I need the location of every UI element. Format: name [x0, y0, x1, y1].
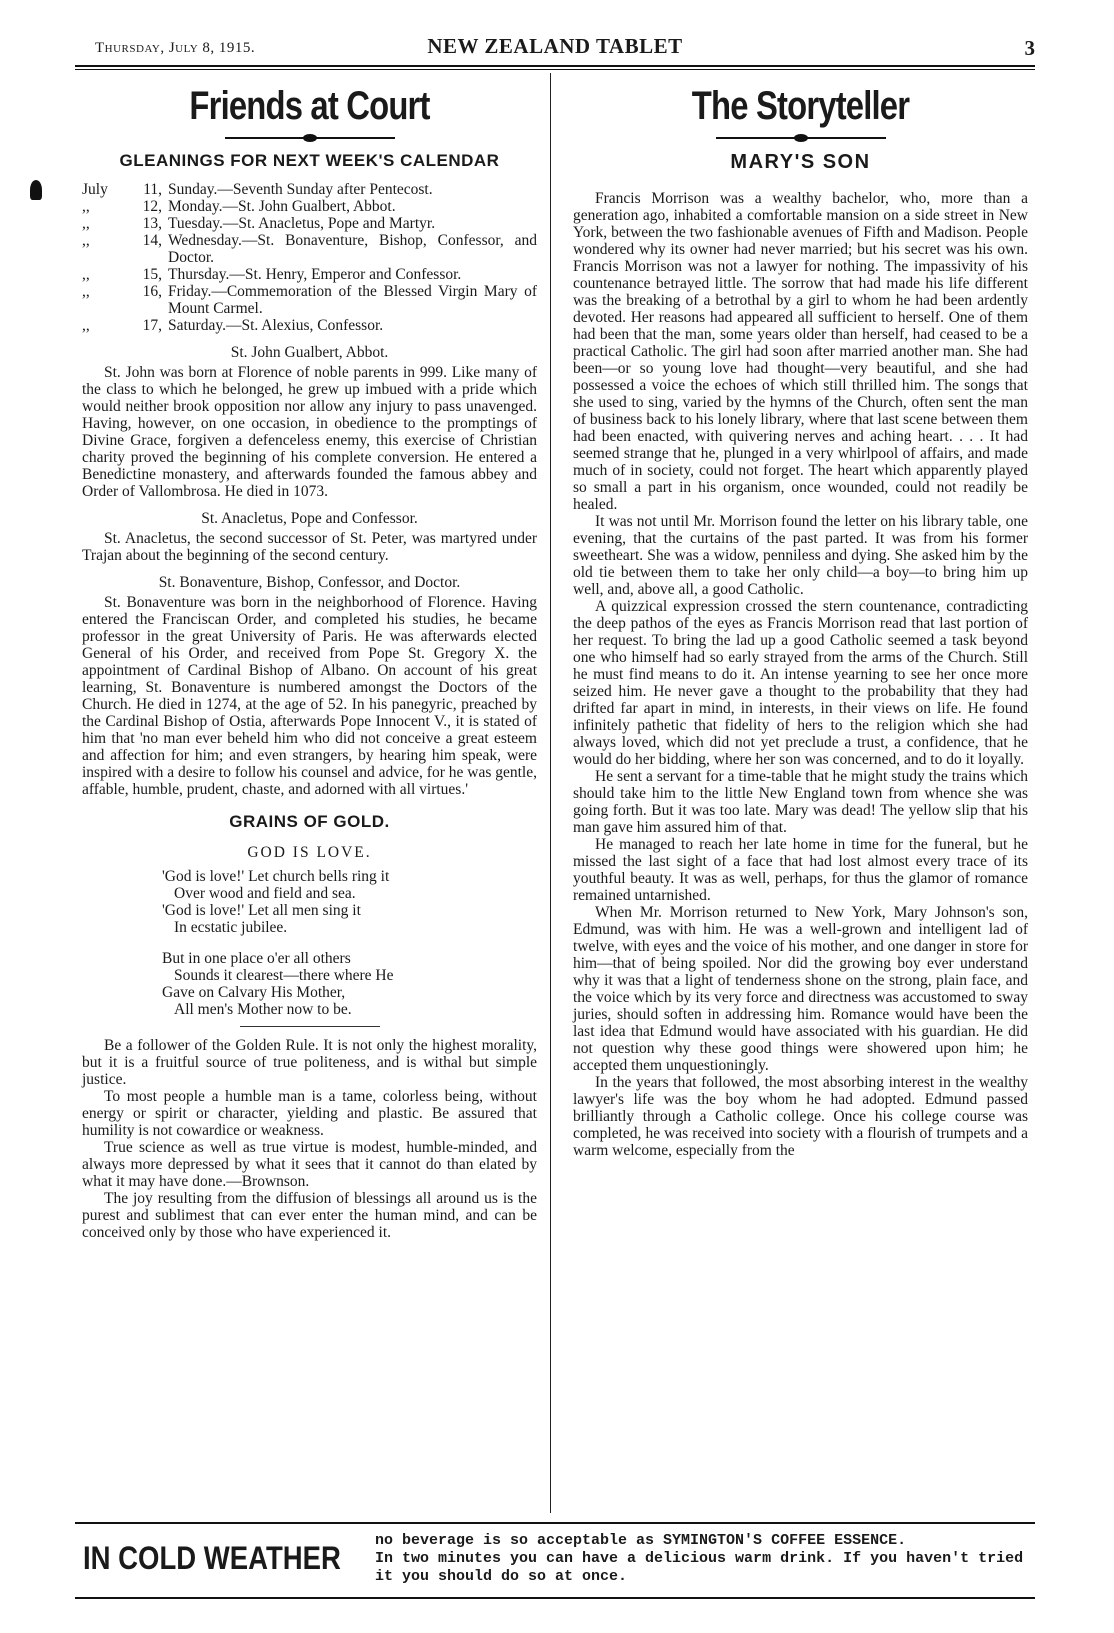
- divider-rule: [240, 1026, 380, 1027]
- poem-line: All men's Mother now to be.: [174, 1001, 352, 1018]
- saint-heading-john-gualbert: St. John Gualbert, Abbot.: [230, 344, 389, 361]
- ornament-rule: [716, 135, 886, 141]
- poem-line: Gave on Calvary His Mother,: [162, 984, 346, 1001]
- paper-title: NEW ZEALAND TABLET: [427, 34, 683, 58]
- ad-headline: IN COLD WEATHER: [83, 1540, 341, 1576]
- story-paragraph: He managed to reach her late home in time for the funeral, but he missed the last sight of a face that had lost almost every trace of its youthful beauty. It was as well, perhaps, for thus the glamor of romance remained untarnished.: [573, 836, 1028, 904]
- right-column: [573, 75, 1028, 1159]
- calendar-row: ,, 15, Thursday.—St. Henry, Emperor and Confessor.: [82, 266, 462, 283]
- grains-paragraph: To most people a humble man is a tame, colorless being, without energy or spirit or character, yielding and plastic. Be assured that humility is not cowardice or weakness.: [82, 1088, 537, 1139]
- poem-line: 'God is love!' Let all men sing it: [162, 902, 361, 919]
- grains-of-gold-heading: GRAINS OF GOLD.: [229, 812, 390, 831]
- advertisement: [75, 1528, 1035, 1598]
- saint-paragraph: St. John was born at Florence of noble parents in 999. Like many of the class to which he belonged, he grew up imbued with a pride which would neither brook opposition nor allow any injury to pass unavenged. Having, however, on one occasion, in obedience to the promptings of Divine Grace, forgiven a defenceless enemy, this exercise of Christian charity proved the beginning of his complete conversion. He entered a Benedictine monastery, and afterwards founded the famous abbey and Order of Vallombrosa. He died in 1073.: [82, 364, 537, 500]
- issue-date: Thursday, July 8, 1915.: [95, 40, 256, 56]
- story-paragraph: He sent a servant for a time-table that he might study the trains which should take him to the little New England town from whence she was going forth. But it was too late. Mary was dead! The yellow slip that his man gave him assured him of that.: [573, 768, 1028, 836]
- ad-line: it you should do so at once.: [375, 1568, 628, 1585]
- bottom-rule: [75, 1522, 1035, 1524]
- calendar-row: ,, 13, Tuesday.—St. Anacletus, Pope and Martyr.: [82, 215, 436, 232]
- grains-paragraph: True science as well as true virtue is modest, humble-minded, and always more depressed by what it sees that it cannot do than elated by what it may have done.—Brownson.: [82, 1139, 537, 1190]
- poem-line: Over wood and field and sea.: [174, 885, 356, 902]
- saint-paragraph: St. Anacletus, the second successor of St. Peter, was martyred under Trajan about the beginning of the second century.: [82, 530, 537, 564]
- calendar-row: ,, 16, Friday.—Commemoration of the Blessed Virgin Mary of Mount Carmel.: [82, 283, 537, 317]
- section-title-friends-at-court: Friends at Court: [189, 84, 430, 128]
- hand-mark-icon: [30, 180, 42, 200]
- calendar-row: July 11, Sunday.—Seventh Sunday after Pentecost.: [82, 181, 433, 198]
- calendar-list: [82, 181, 537, 334]
- ad-line: In two minutes you can have a delicious warm drink. If you haven't tried: [375, 1550, 1024, 1567]
- story-paragraph: Francis Morrison was a wealthy bachelor, who, more than a generation ago, inhabited a comfortable mansion on a side street in New York, between the two fashionable avenues of Fifth and Madison. People wondered why its owner had never married; but his secret was his own. Francis Morrison was not a lawyer for nothing. The impassivity of his countenance betrayed little. The sorrow that had made his life different was the breaking of a betrothal by a girl to whom he had been ardently devoted. Her reasons had appeared all sufficient to herself. One of them had been that the man, some years older than herself, had ceased to be a practical Catholic. The girl had soon after married another man. She had been—or so young love had thought—very beautiful, and she had possessed a voice the echoes of which still thrilled him. The songs that she used to sing, varied by the hymns of the Church, often sent the man of business back to his lonely library, where that last scene between them had been enacted, with quivering nerves and aching heart. . . . It had seemed strange that he, plunged in a very whirlpool of affairs, and made much of in society, could not forget. The heart which apparently played so small a part in his organism, once wounded, could not readily be healed.: [573, 190, 1028, 513]
- section-title-storyteller: The Storyteller: [691, 84, 910, 128]
- bottom-rule: [75, 1597, 1035, 1599]
- story-paragraph: A quizzical expression crossed the stern countenance, contradicting the deep pathos of the eyes as Francis Morrison read that last portion of her request. To bring the lad up a good Catholic seemed a task beyond one who himself had so early strayed from the arms of the Church. Still he must find means to do it. An intense yearning to see her once more seized him. He never gave a thought to the probability that they had drifted far apart in mind, in interests, in their views on life. He found infinitely pathetic that fidelity of hers to the religion which she had always loved, which did not yet preclude a trust, a confidence, that he would do her bidding, where her son was concerned, and to do it loyally.: [573, 598, 1028, 768]
- saint-heading-anacletus: St. Anacletus, Pope and Confessor.: [201, 510, 418, 527]
- poem-line: 'God is love!' Let church bells ring it: [162, 868, 390, 885]
- saint-paragraph: St. Bonaventure was born in the neighborhood of Florence. Having entered the Franciscan Order, and completed his studies, he became professor in the great University of Paris. He was afterwards elected General of his Order, and received from Pope St. Gregory X. the appointment of Cardinal Bishop of Albano. On account of his great learning, St. Bonaventure is numbered amongst the Doctors of the Church. He died in 1274, at the age of 52. In his panegyric, preached by the Cardinal Bishop of Ostia, afterwards Pope Innocent V., it is stated of him that 'no man ever beheld him who did not conceive a great esteem and affection for him; and even strangers, by hearing him speak, were inspired with a desire to follow his counsel and advice, for he was gentle, affable, humble, prudent, chaste, and adorned with all virtues.': [82, 594, 537, 798]
- top-rule-thin: [75, 69, 1035, 70]
- story-paragraph: When Mr. Morrison returned to New York, Mary Johnson's son, Edmund, was with him. He was a well-grown and intelligent lad of twelve, with eyes and the voice of his mother, and one danger in store for him—that of being spoiled. Nor did the growing boy ever understand why it was that a light of tenderness shone on the strong, plain face, and the voice which by its very force and directness was accustomed to sway juries, should soften in addressing him. Romance would have been the last idea that Edmund would have associated with his guardian. He did not question why these good things were showered upon him; he accepted them unquestioningly.: [573, 904, 1028, 1074]
- stanza-gap: [162, 936, 537, 950]
- top-rule: [75, 65, 1035, 67]
- calendar-row: ,, 12, Monday.—St. John Gualbert, Abbot.: [82, 198, 396, 215]
- calendar-row: ,, 17, Saturday.—St. Alexius, Confessor.: [82, 317, 384, 334]
- calendar-heading: GLEANINGS FOR NEXT WEEK'S CALENDAR: [119, 151, 500, 170]
- masthead: [75, 34, 1035, 62]
- story-paragraph: In the years that followed, the most absorbing interest in the wealthy lawyer's life was the boy whom he had adopted. Edmund passed brilliantly through a Catholic college. Once his college course was completed, he was received into society with a flourish of trumpets and a warm welcome, especially from the: [573, 1074, 1028, 1159]
- poem-title: GOD IS LOVE.: [247, 844, 372, 861]
- column-divider: [550, 73, 551, 1513]
- poem-line: In ecstatic jubilee.: [174, 919, 288, 936]
- grains-paragraph: Be a follower of the Golden Rule. It is not only the highest morality, but it is a fruitful source of true politeness, and is withal but simple justice.: [82, 1037, 537, 1088]
- story-title: MARY'S SON: [730, 151, 871, 173]
- grains-paragraph: The joy resulting from the diffusion of blessings all around us is the purest and sublimest that can ever enter the human mind, and can be conceived only by those who have experienced it.: [82, 1190, 537, 1241]
- poem-line: Sounds it clearest—there where He: [174, 967, 394, 984]
- ad-text: [375, 1532, 1025, 1586]
- calendar-row: ,, 14, Wednesday.—St. Bonaventure, Bishop, Confessor, and Doctor.: [82, 232, 537, 266]
- story-paragraph: It was not until Mr. Morrison found the letter on his library table, one evening, that the curtains of the past parted. It was from his former sweetheart. She was a widow, penniless and dying. She asked him by the old tie between them to take her only child—a boy—to bring him up well, and, above all, a good Catholic.: [573, 513, 1028, 598]
- left-column: [82, 75, 537, 1241]
- poem: [162, 868, 537, 1018]
- page-number: 3: [1024, 36, 1035, 60]
- ornament-rule: [225, 135, 395, 141]
- ad-line: no beverage is so acceptable as SYMINGTON'S COFFEE ESSENCE.: [375, 1532, 907, 1549]
- poem-line: But in one place o'er all others: [162, 950, 351, 967]
- saint-heading-bonaventure: St. Bonaventure, Bishop, Confessor, and Doctor.: [158, 574, 461, 591]
